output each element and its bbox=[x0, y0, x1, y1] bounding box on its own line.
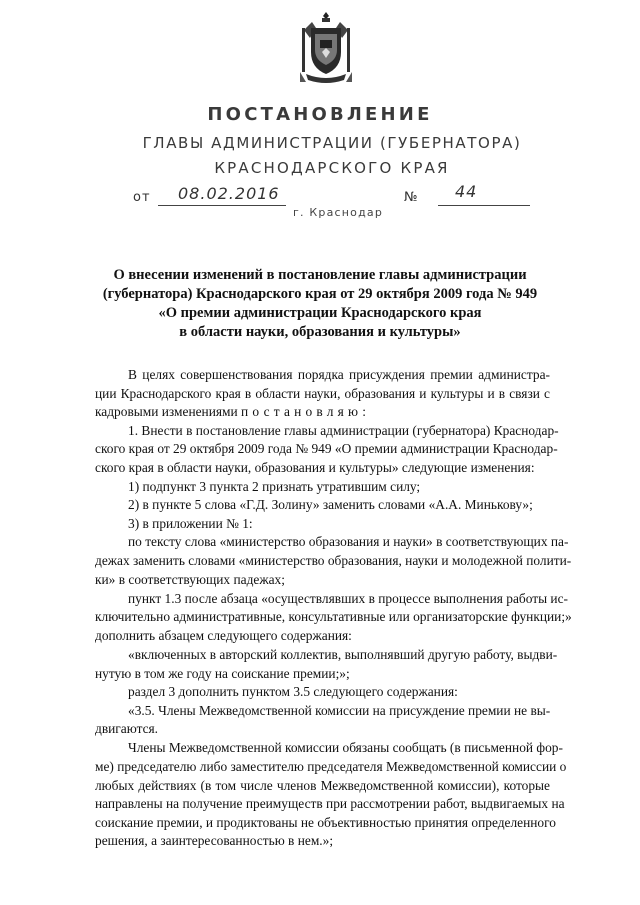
city-label: г. Краснодар bbox=[293, 206, 384, 219]
date-label: от bbox=[133, 190, 151, 205]
issuing-region: КРАСНОДАРСКОГО КРАЯ bbox=[214, 159, 450, 177]
body-line: дежах заменить словами «министерство образования, науки и молодежной полити- bbox=[95, 552, 572, 568]
body-text: кадровыми изменениями bbox=[95, 404, 238, 420]
body-line: по тексту слова «министерство образования и науки» в соответствующих па- bbox=[128, 534, 569, 550]
body-line: «включенных в авторский коллектив, выполнявший другую работу, выдви- bbox=[128, 646, 558, 662]
document-title bbox=[100, 266, 540, 342]
date-underline bbox=[158, 205, 286, 206]
list-item: 1) подпункт 3 пункта 2 признать утратившим силу; bbox=[128, 478, 421, 494]
body-line: двигаются. bbox=[95, 721, 159, 737]
number-underline bbox=[438, 205, 530, 206]
date-handwritten: 08.02.2016 bbox=[178, 184, 280, 203]
title-line: в области науки, образования и культуры» bbox=[179, 324, 461, 340]
document-type-heading: ПОСТАНОВЛЕНИЕ bbox=[207, 104, 433, 125]
body-line: решения, а заинтересованностью в нем.»; bbox=[95, 833, 334, 849]
number-handwritten: 44 bbox=[455, 182, 478, 201]
body-line: Члены Межведомственной комиссии обязаны сообщать (в письменной фор- bbox=[128, 740, 563, 756]
issuing-authority: ГЛАВЫ АДМИНИСТРАЦИИ (ГУБЕРНАТОРА) bbox=[142, 134, 522, 152]
body-line: ции Краснодарского края в области науки, образования и культуры и в связи с bbox=[95, 385, 550, 401]
body-line: ского края в области науки, образования и культуры» следующие изменения: bbox=[95, 459, 535, 475]
body-line: любых действиях (в том числе членов Межведомственной комиссии), которые bbox=[95, 777, 550, 793]
title-line: «О премии администрации Краснодарского края bbox=[158, 305, 482, 321]
body-line: пункт 1.3 после абзаца «осуществлявших в процессе выполнения работы ис- bbox=[128, 590, 568, 606]
body-line: ки» в соответствующих падежах; bbox=[95, 571, 285, 587]
decree-word: постановляю: bbox=[241, 404, 371, 420]
body-line: «3.5. Члены Межведомственной комиссии на присуждение премии не вы- bbox=[128, 702, 551, 718]
body-line: нутую в том же году на соискание премии;»; bbox=[95, 665, 350, 681]
body-line: ключительно административные, консультативные или организаторские функции;» bbox=[95, 609, 572, 625]
list-item: 3) в приложении № 1: bbox=[128, 515, 253, 531]
body-line: ского края от 29 октября 2009 года № 949 «О премии администрации Краснодар- bbox=[95, 441, 558, 457]
coat-of-arms-emblem bbox=[296, 8, 356, 88]
body-line: В целях совершенствования порядка присуждения премии администра- bbox=[128, 367, 550, 382]
body-line: раздел 3 дополнить пунктом 3.5 следующего содержания: bbox=[128, 684, 458, 700]
body-line: дополнить абзацем следующего содержания: bbox=[95, 627, 352, 643]
document-body bbox=[95, 366, 572, 851]
list-item: 2) в пункте 5 слова «Г.Д. Золину» заменить словами «А.А. Минькову»; bbox=[128, 497, 533, 513]
title-line: (губернатора) Краснодарского края от 29 октября 2009 года № 949 bbox=[102, 286, 538, 302]
body-line: направлены на получение преимуществ при рассмотрении работ, выдвигаемых на bbox=[95, 796, 565, 812]
title-line: О внесении изменений в постановление главы администрации bbox=[113, 267, 527, 283]
body-line: ме) председателю либо заместителю председателя Межведомственной комиссии о bbox=[95, 758, 567, 774]
body-line: соискание премии, и продиктованы не объективностью принятия определенного bbox=[95, 814, 556, 830]
body-line: 1. Внести в постановление главы администрации (губернатора) Краснодар- bbox=[128, 422, 559, 438]
body-line bbox=[95, 403, 550, 422]
number-label: № bbox=[404, 190, 419, 205]
